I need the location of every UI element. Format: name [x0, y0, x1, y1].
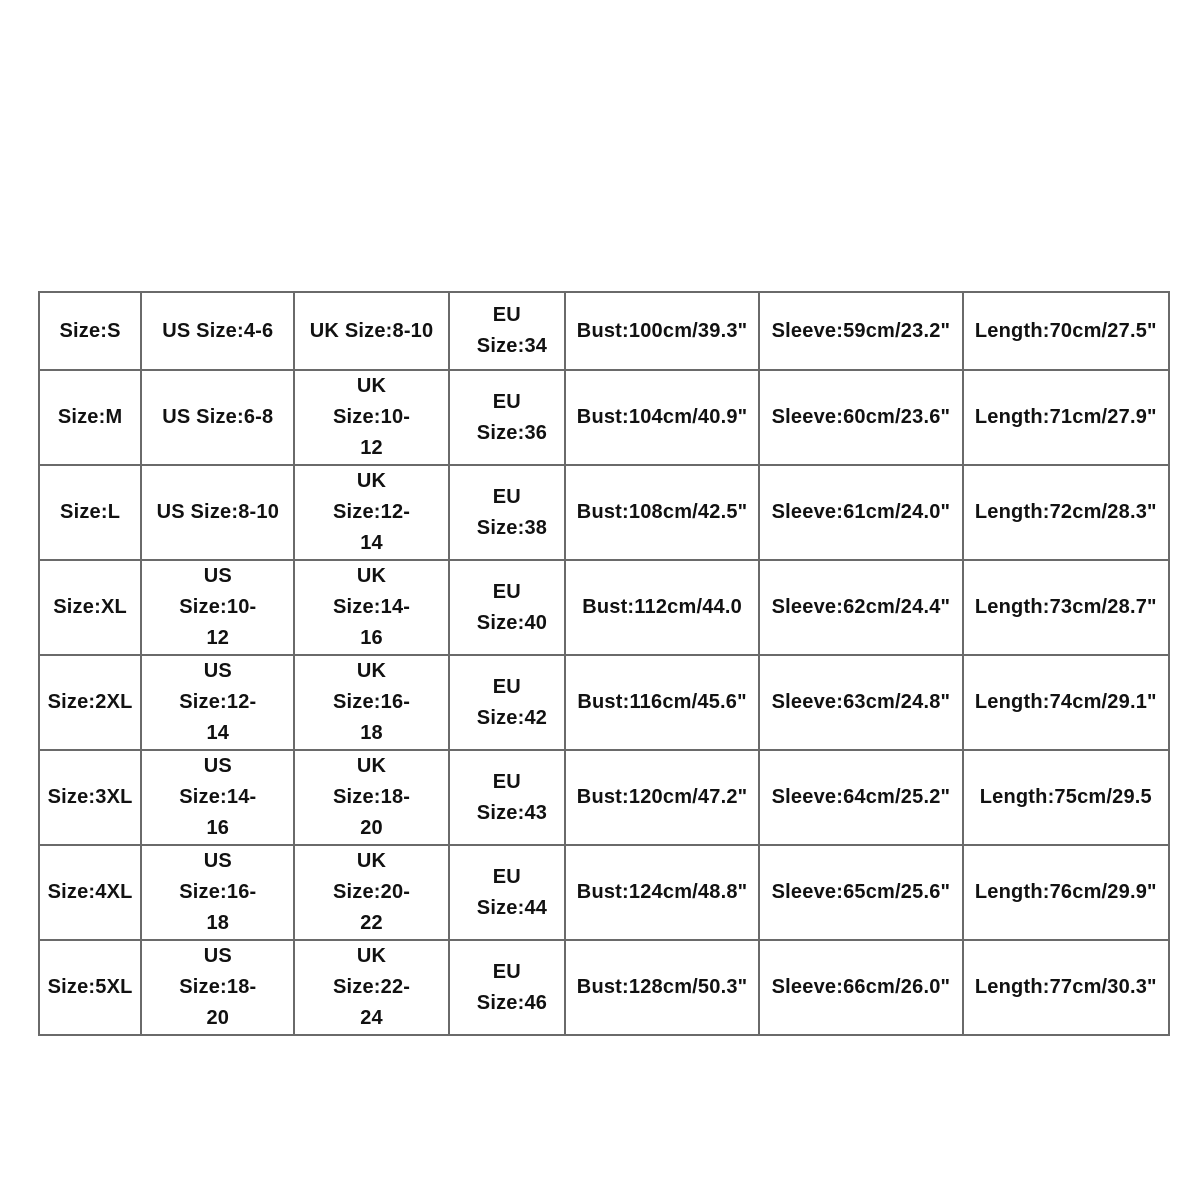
sleeve-cell: Sleeve:62cm/24.4" [759, 560, 962, 655]
length-cell: Length:74cm/29.1" [963, 655, 1169, 750]
eu-size-cell: EU Size:42 [449, 655, 565, 750]
bust-cell: Bust:128cm/50.3" [565, 940, 759, 1035]
size-cell: Size:4XL [39, 845, 141, 940]
uk-size-cell: UK Size:12-14 [294, 465, 448, 560]
us-size-cell: US Size:6-8 [141, 370, 294, 465]
bust-cell: Bust:124cm/48.8" [565, 845, 759, 940]
size-cell: Size:5XL [39, 940, 141, 1035]
us-size-cell: US Size:4-6 [141, 292, 294, 370]
length-cell: Length:72cm/28.3" [963, 465, 1169, 560]
sleeve-cell: Sleeve:63cm/24.8" [759, 655, 962, 750]
table-row [39, 465, 1169, 560]
sleeve-cell: Sleeve:60cm/23.6" [759, 370, 962, 465]
us-size-cell: US Size:8-10 [141, 465, 294, 560]
size-cell: Size:M [39, 370, 141, 465]
bust-cell: Bust:112cm/44.0 [565, 560, 759, 655]
size-cell: Size:S [39, 292, 141, 370]
eu-size-cell: EU Size:34 [449, 292, 565, 370]
size-cell: Size:2XL [39, 655, 141, 750]
uk-size-cell: UK Size:16-18 [294, 655, 448, 750]
bust-cell: Bust:116cm/45.6" [565, 655, 759, 750]
us-size-cell: US Size:14-16 [141, 750, 294, 845]
length-cell: Length:77cm/30.3" [963, 940, 1169, 1035]
bust-cell: Bust:120cm/47.2" [565, 750, 759, 845]
size-chart-table [38, 291, 1170, 1036]
size-cell: Size:3XL [39, 750, 141, 845]
table-row [39, 845, 1169, 940]
us-size-cell: US Size:16-18 [141, 845, 294, 940]
uk-size-cell: UK Size:10-12 [294, 370, 448, 465]
us-size-cell: US Size:18-20 [141, 940, 294, 1035]
uk-size-cell: UK Size:14-16 [294, 560, 448, 655]
us-size-cell: US Size:12-14 [141, 655, 294, 750]
sleeve-cell: Sleeve:65cm/25.6" [759, 845, 962, 940]
bust-cell: Bust:108cm/42.5" [565, 465, 759, 560]
us-size-cell: US Size:10-12 [141, 560, 294, 655]
sleeve-cell: Sleeve:59cm/23.2" [759, 292, 962, 370]
table-row [39, 750, 1169, 845]
uk-size-cell: UK Size:8-10 [294, 292, 448, 370]
table-row [39, 370, 1169, 465]
bust-cell: Bust:100cm/39.3" [565, 292, 759, 370]
eu-size-cell: EU Size:43 [449, 750, 565, 845]
sleeve-cell: Sleeve:61cm/24.0" [759, 465, 962, 560]
eu-size-cell: EU Size:40 [449, 560, 565, 655]
length-cell: Length:71cm/27.9" [963, 370, 1169, 465]
length-cell: Length:70cm/27.5" [963, 292, 1169, 370]
table-row [39, 560, 1169, 655]
sleeve-cell: Sleeve:66cm/26.0" [759, 940, 962, 1035]
uk-size-cell: UK Size:22-24 [294, 940, 448, 1035]
eu-size-cell: EU Size:44 [449, 845, 565, 940]
table-row [39, 655, 1169, 750]
uk-size-cell: UK Size:20-22 [294, 845, 448, 940]
eu-size-cell: EU Size:38 [449, 465, 565, 560]
bust-cell: Bust:104cm/40.9" [565, 370, 759, 465]
table-row [39, 940, 1169, 1035]
sleeve-cell: Sleeve:64cm/25.2" [759, 750, 962, 845]
length-cell: Length:75cm/29.5 [963, 750, 1169, 845]
length-cell: Length:73cm/28.7" [963, 560, 1169, 655]
length-cell: Length:76cm/29.9" [963, 845, 1169, 940]
eu-size-cell: EU Size:46 [449, 940, 565, 1035]
eu-size-cell: EU Size:36 [449, 370, 565, 465]
size-cell: Size:L [39, 465, 141, 560]
table-row [39, 292, 1169, 370]
size-cell: Size:XL [39, 560, 141, 655]
uk-size-cell: UK Size:18-20 [294, 750, 448, 845]
